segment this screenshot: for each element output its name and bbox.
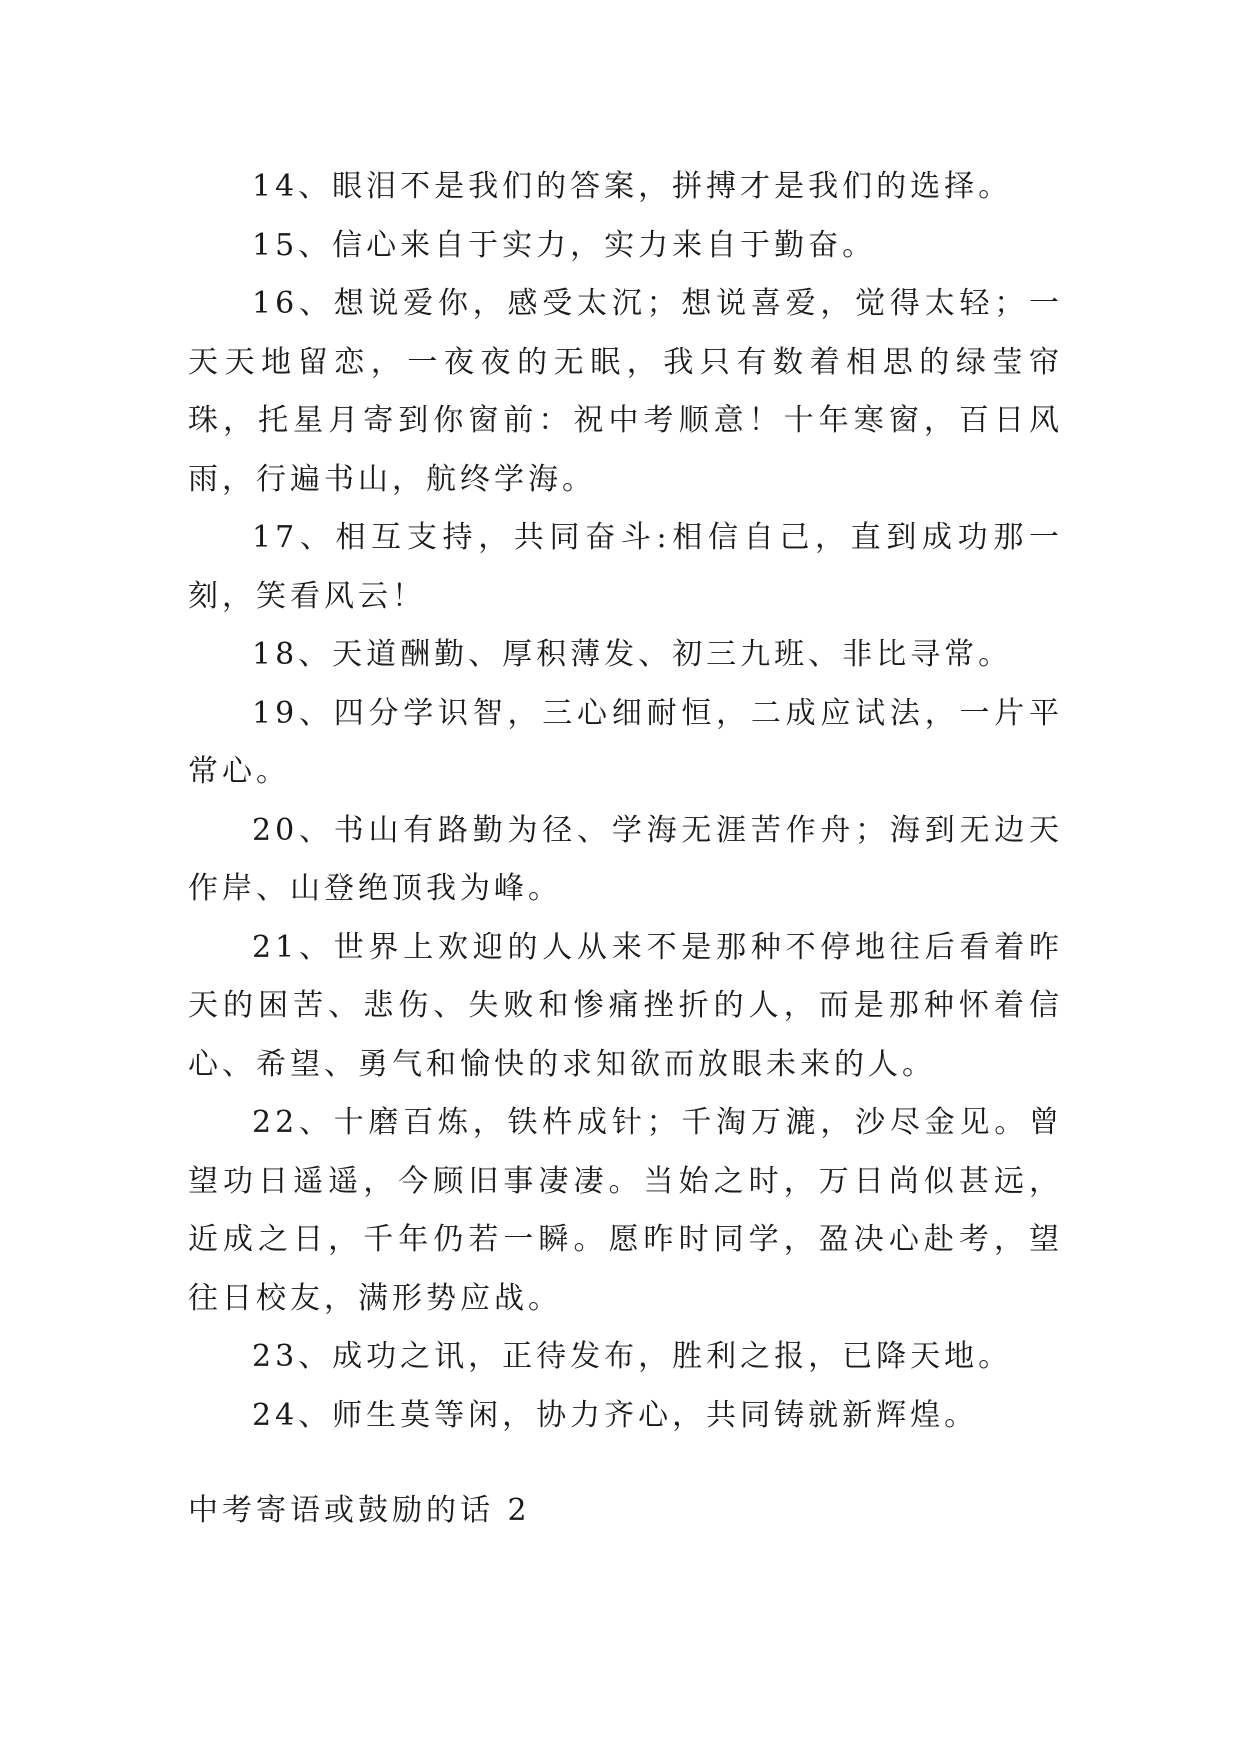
paragraph-18: 18、天道酬勤、厚积薄发、初三九班、非比寻常。: [252, 637, 1013, 672]
paragraph-22: 22、十磨百炼，铁杵成针；千淘万漉，沙尽金见。曾望功日遥遥，今顾旧事凄凄。当始之时，万日尚似甚远，近成之日，千年仍若一瞬。愿昨时同学，盈决心赴考，望往日校友，满形势应战。: [188, 1105, 1063, 1316]
paragraph-19: 19、四分学识智，三心细耐恒，二成应试法，一片平常心。: [188, 695, 1063, 789]
section-heading: 中考寄语或鼓励的话 2: [188, 1493, 531, 1528]
paragraph-20: 20、书山有路勤为径、学海无涯苦作舟；海到无边天作岸、山登绝顶我为峰。: [188, 812, 1063, 906]
paragraph-14: 14、眼泪不是我们的答案，拼搏才是我们的选择。: [252, 169, 1013, 204]
document-body: [188, 158, 1063, 1445]
paragraph-21: 21、世界上欢迎的人从来不是那种不停地往后看着昨天的困苦、悲伤、失败和惨痛挫折的人，而是那种怀着信心、希望、勇气和愉快的求知欲而放眼未来的人。: [188, 929, 1063, 1082]
paragraph-24: 24、师生莫等闲，协力齐心，共同铸就新辉煌。: [252, 1397, 979, 1433]
paragraph-15: 15、信心来自于实力，实力来自于勤奋。: [252, 227, 877, 263]
paragraph-16: 16、想说爱你，感受太沉；想说喜爱，觉得太轻；一天天地留恋，一夜夜的无眠，我只有数着相思的绿莹帘珠，托星月寄到你窗前：祝中考顺意！十年寒窗，百日风雨，行遍书山，航终学海。: [188, 286, 1063, 497]
paragraph-23: 23、成功之讯，正待发布，胜利之报，已降天地。: [252, 1339, 1013, 1374]
paragraph-17: 17、相互支持，共同奋斗:相信自己，直到成功那一刻，笑看风云！: [188, 520, 1063, 614]
